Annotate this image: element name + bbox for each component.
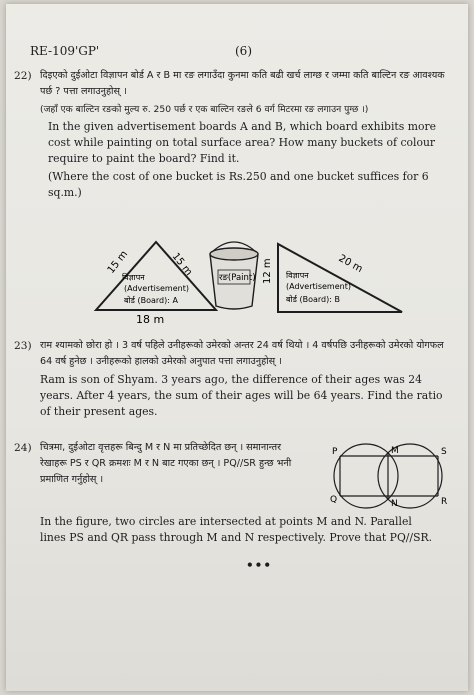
board-a-left-side: 15 m [105,248,131,276]
board-a-label-np: विज्ञापन [122,273,145,282]
question-24-english [40,512,440,546]
point-m: M [391,446,399,456]
question-23-english-text: Ram is son of Shyam. 3 years ago, the difference of their ages was 24 years. After 4 years, the sum of their ages will be 64 years. Find the ratio of their present ages. [40,373,443,418]
bucket-label: रङ(Paint) [219,273,256,283]
question-24-english-text: In the figure, two circles are intersected at points M and N. Parallel lines PS and QR pass through M and N respectively. Prove that PQ//SR. [40,515,433,544]
question-22-nepali-text: दिइएको दुईओटा विज्ञापन बोर्ड A र B मा रङ लगाउँदा कुनमा कति बढी खर्च लाग्छ र जम्मा कति बाल्टिन रङ आवश्यक पर्छ ? पत्ता लगाउनुहोस् । [40,70,445,97]
question-24-figure [320,440,460,512]
point-q: Q [330,495,338,505]
question-number: 22) [14,70,32,82]
question-22-english-note: (Where the cost of one bucket is Rs.250 and one bucket suffices for 6 sq.m.) [48,170,429,199]
question-24-nepali-text: चित्रमा, दुईओटा वृत्तहरू बिन्दु M र N मा प्रतिच्छेदित छन् । समानान्तर रेखाहरू PS र QR क्रमशः M र N बाट गएका छन् । PQ//SR हुन्छ भनी प्रमाणित गर्नुहोस् । [40,442,292,485]
board-b-label-board: बोर्ड (Board): B [286,295,340,304]
question-22-figure [6,232,468,328]
point-p: P [332,447,338,457]
board-a-right-side: 15 m [169,251,195,279]
board-b-triangle [262,244,402,312]
board-a-base: 18 m [136,313,165,326]
board-b-hypotenuse: 20 m [336,253,365,276]
point-r: R [441,497,448,507]
question-24 [14,440,302,488]
question-22 [14,68,448,201]
question-number: 23) [14,340,32,352]
point-n: N [391,499,398,509]
question-23-nepali-text: राम श्यामको छोरा हो । 3 वर्ष पहिले उनीहरूको उमेरको अन्तर 24 वर्ष थियो । 4 वर्षपछि उनीहरूको उमेरको योगफल 64 वर्ष हुनेछ । उनीहरूको हालको उमेरको अनुपात पत्ता लगाउनुहोस् । [40,340,444,367]
paper-code: RE-109'GP' [30,44,100,58]
end-of-page-dots: ••• [246,558,273,572]
board-a-label-en: (Advertisement) [124,284,189,293]
question-22-english-text: In the given advertisement boards A and B, which board exhibits more cost while painting on total surface area? How many buckets of colour require to paint the board? Find it. [48,120,437,165]
question-number: 24) [14,442,32,454]
paint-bucket [210,242,258,309]
board-a-label-board: बोर्ड (Board): A [124,296,178,305]
board-b-height: 12 m [262,258,273,284]
page-header [30,44,444,60]
point-s: S [441,447,447,457]
exam-page [6,4,468,691]
board-a-triangle [96,242,216,326]
page-number: (6) [235,44,252,58]
question-22-nepali-note: (जहाँ एक बाल्टिन रङको मुल्य रु. 250 पर्छ र एक बाल्टिन रङले 6 वर्ग मिटरमा रङ लगाउन पुग्छ ।) [40,104,369,115]
board-b-label-en: (Advertisement) [286,282,351,291]
board-b-label-np: विज्ञापन [286,271,309,280]
question-23 [14,338,448,420]
